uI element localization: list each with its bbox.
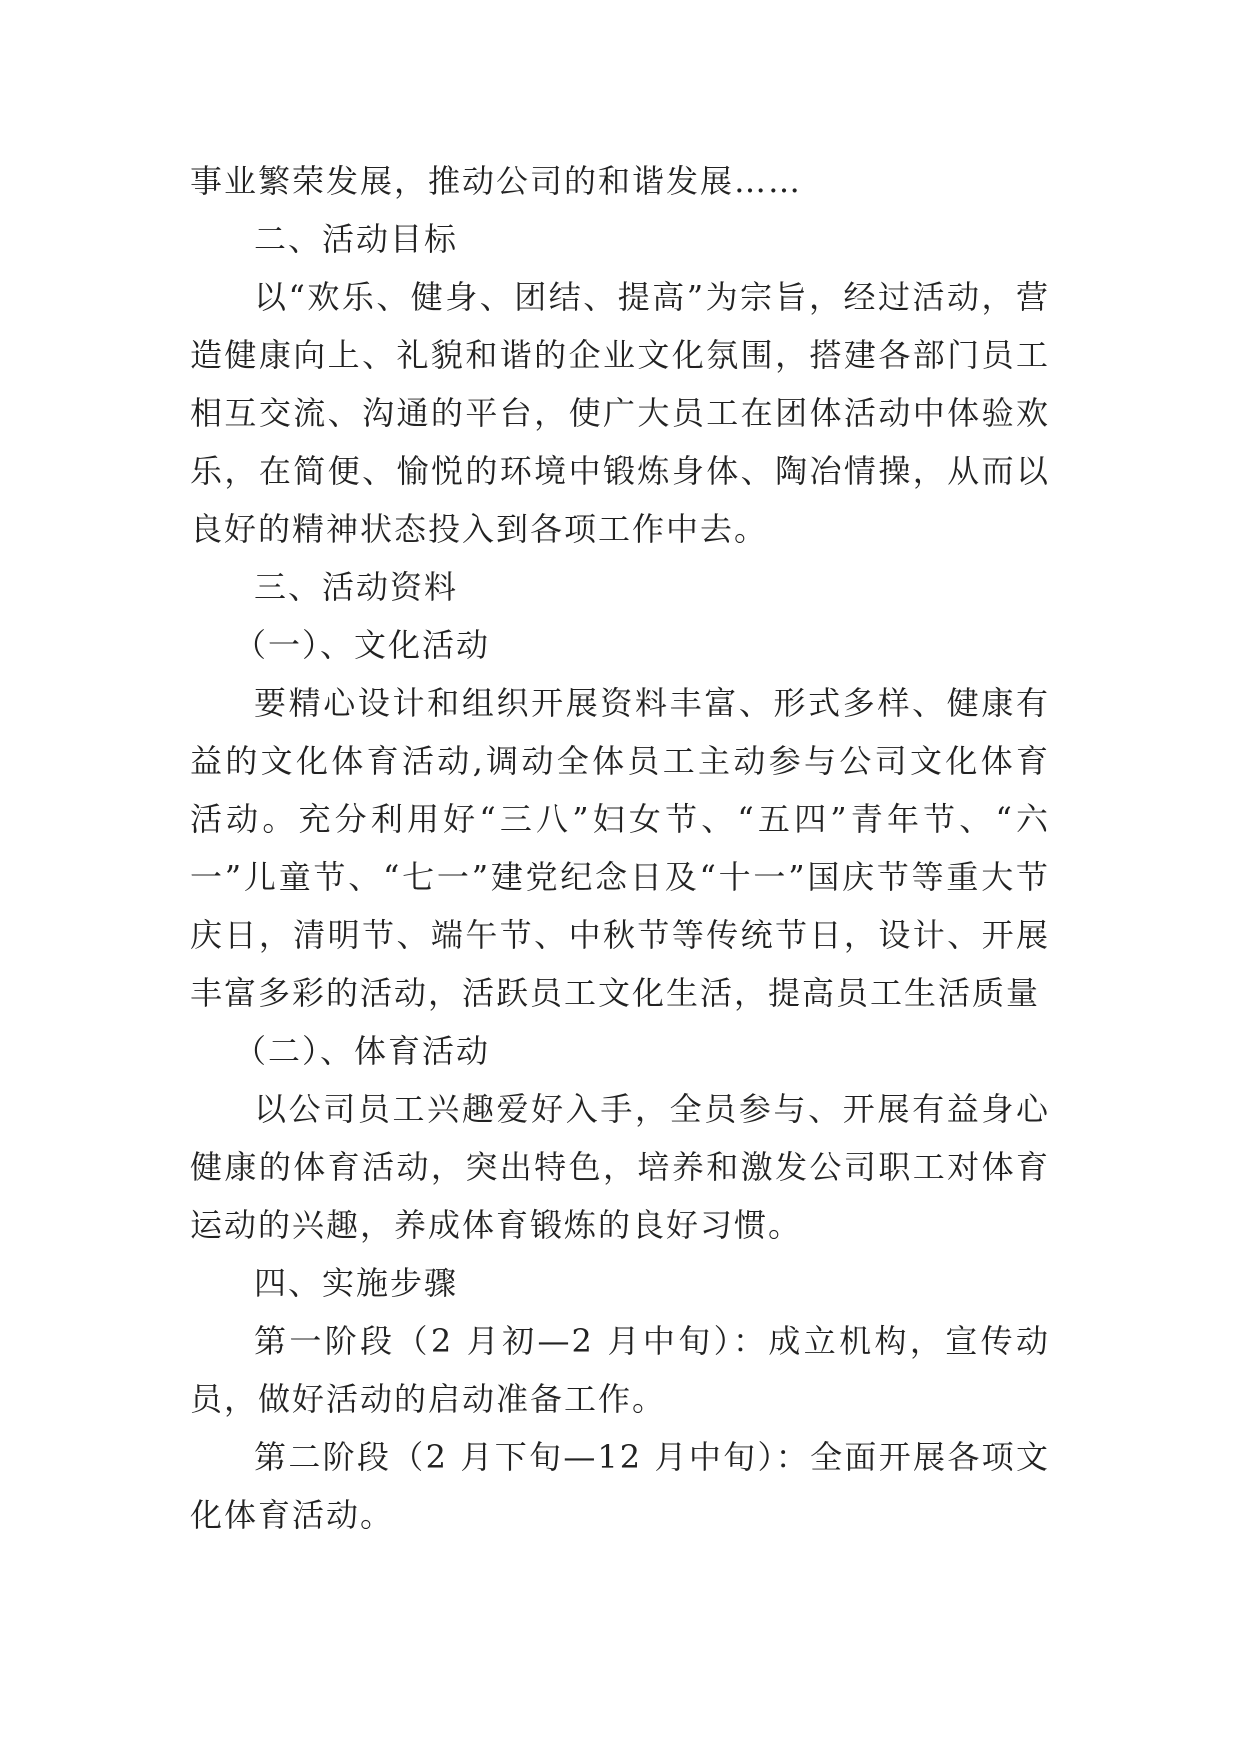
subheading-sports: （二）、体育活动 [234,1032,491,1070]
section-heading-content: 三、活动资料 [254,568,459,606]
paragraph-stage-two: 第二阶段（2 月下旬—12 月中旬）：全面开展各项文化体育活动。 [190,1438,1050,1534]
paragraph-stage-one: 第一阶段（2 月初—2 月中旬）：成立机构，宣传动员，做好活动的启动准备工作。 [190,1322,1050,1418]
paragraph-goals: 以“欢乐、健身、团结、提高”为宗旨，经过活动，营造健康向上、礼貌和谐的企业文化氛围，搭建各部门员工相互交流、沟通的平台，使广大员工在团体活动中体验欢乐，在简便、愉悦的环境中锻炼身体、陶冶情操，从而以良好的精神状态投入到各项工作中去。 [190,278,1050,548]
paragraph-culture: 要精心设计和组织开展资料丰富、形式多样、健康有益的文化体育活动,调动全体员工主动参与公司文化体育活动。充分利用好“三八”妇女节、“五四”青年节、“六一”儿童节、“七一”建党纪念日及“十一”国庆节等重大节庆日，清明节、端午节、中秋节等传统节日，设计、开展丰富多彩的活动，活跃员工文化生活，提高员工生活质量 [190,684,1050,1012]
section-heading-steps: 四、实施步骤 [254,1264,459,1302]
section-heading-goals: 二、活动目标 [254,220,459,258]
paragraph-sports: 以公司员工兴趣爱好入手，全员参与、开展有益身心健康的体育活动，突出特色，培养和激发公司职工对体育运动的兴趣，养成体育锻炼的良好习惯。 [190,1090,1050,1244]
document-page [190,152,1050,1544]
paragraph-continuation: 事业繁荣发展，推动公司的和谐发展…… [190,162,803,200]
subheading-culture: （一）、文化活动 [234,626,491,664]
